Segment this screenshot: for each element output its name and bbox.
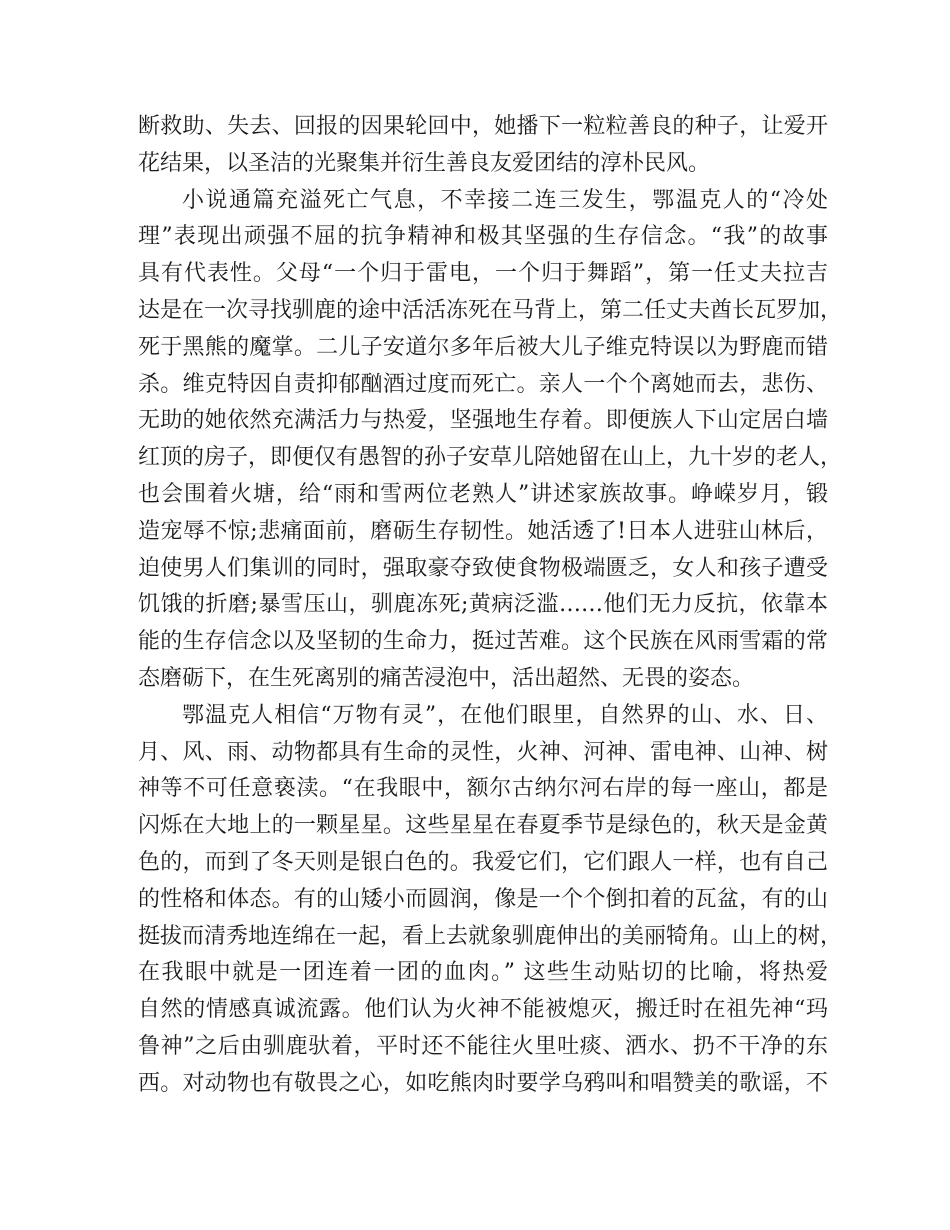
- text-line: 挺拔而清秀地连绵在一起，看上去就象驯鹿伸出的美丽犄角。山上的树，: [138, 923, 843, 949]
- text-line: 达是在一次寻找驯鹿的途中活活冻死在马背上，第二任丈夫酋长瓦罗加，: [138, 297, 843, 323]
- text-line: 花结果，以圣洁的光聚集并衍生善良友爱团结的淳朴民风。: [138, 150, 711, 176]
- text-line: 神等不可任意亵渎。“在我眼中，额尔古纳尔河右岸的每一座山，都是: [138, 776, 828, 802]
- text-line: 在我眼中就是一团连着一团的血肉。” 这些生动贴切的比喻，将热爱: [138, 960, 828, 986]
- text-line: 色的，而到了冬天则是银白色的。我爱它们，它们跟人一样，也有自己: [138, 849, 828, 875]
- text-line: 饥饿的折磨;暴雪压山，驯鹿冻死;黄病泛滥……他们无力反抗，依靠本: [138, 592, 828, 618]
- text-line: 西。对动物也有敬畏之心，如吃熊肉时要学乌鸦叫和唱赞美的歌谣，不: [138, 1070, 828, 1096]
- text-line: 鲁神”之后由驯鹿驮着，平时还不能往火里吐痰、洒水、扔不干净的东: [138, 1033, 828, 1059]
- text-line: 迫使男人们集训的同时，强取豪夺致使食物极端匮乏，女人和孩子遭受: [138, 555, 828, 581]
- text-line: 态磨砺下，在生死离别的痛苦浸泡中，活出超然、无畏的姿态。: [138, 665, 755, 691]
- text-line: 杀。维克特因自责抑郁酗酒过度而死亡。亲人一个个离她而去，悲伤、: [138, 371, 828, 397]
- text-line: 自然的情感真诚流露。他们认为火神不能被熄灭，搬迁时在祖先神“玛: [138, 997, 828, 1023]
- text-line: 的性格和体态。有的山矮小而圆润，像是一个个倒扣着的瓦盆，有的山: [138, 886, 828, 912]
- text-line: 月、风、雨、动物都具有生命的灵性，火神、河神、雷电神、山神、树: [138, 739, 828, 765]
- text-line: 理”表现出顽强不屈的抗争精神和极其坚强的生存信念。“我”的故事: [138, 224, 828, 250]
- text-line: 闪烁在大地上的一颗星星。这些星星在春夏季节是绿色的，秋天是金黄: [138, 813, 828, 839]
- text-line: 造宠辱不惊;悲痛面前，磨砺生存韧性。她活透了!日本人进驻山林后，: [138, 518, 828, 544]
- body-text: [138, 109, 843, 1103]
- text-line: 具有代表性。父母“一个归于雷电，一个归于舞蹈”，第一任丈夫拉吉: [138, 261, 828, 287]
- text-line: 小说通篇充溢死亡气息，不幸接二连三发生，鄂温克人的“冷处: [182, 187, 828, 213]
- text-line: 也会围着火塘，给“雨和雪两位老熟人”讲述家族故事。峥嵘岁月，锻: [138, 481, 828, 507]
- text-line: 死于黑熊的魔掌。二儿子安道尔多年后被大儿子维克特误以为野鹿而错: [138, 334, 828, 360]
- text-line: 能的生存信念以及坚韧的生命力，挺过苦难。这个民族在风雨雪霜的常: [138, 629, 828, 655]
- text-line: 断救助、失去、回报的因果轮回中，她播下一粒粒善良的种子，让爱开: [138, 114, 828, 139]
- text-line: 红顶的房子，即便仅有愚智的孙子安草儿陪她留在山上，九十岁的老人，: [138, 445, 843, 471]
- text-line: 鄂温克人相信“万物有灵”，在他们眼里，自然界的山、水、日、: [182, 702, 828, 728]
- text-line: 无助的她依然充满活力与热爱，坚强地生存着。即便族人下山定居白墙: [138, 408, 828, 434]
